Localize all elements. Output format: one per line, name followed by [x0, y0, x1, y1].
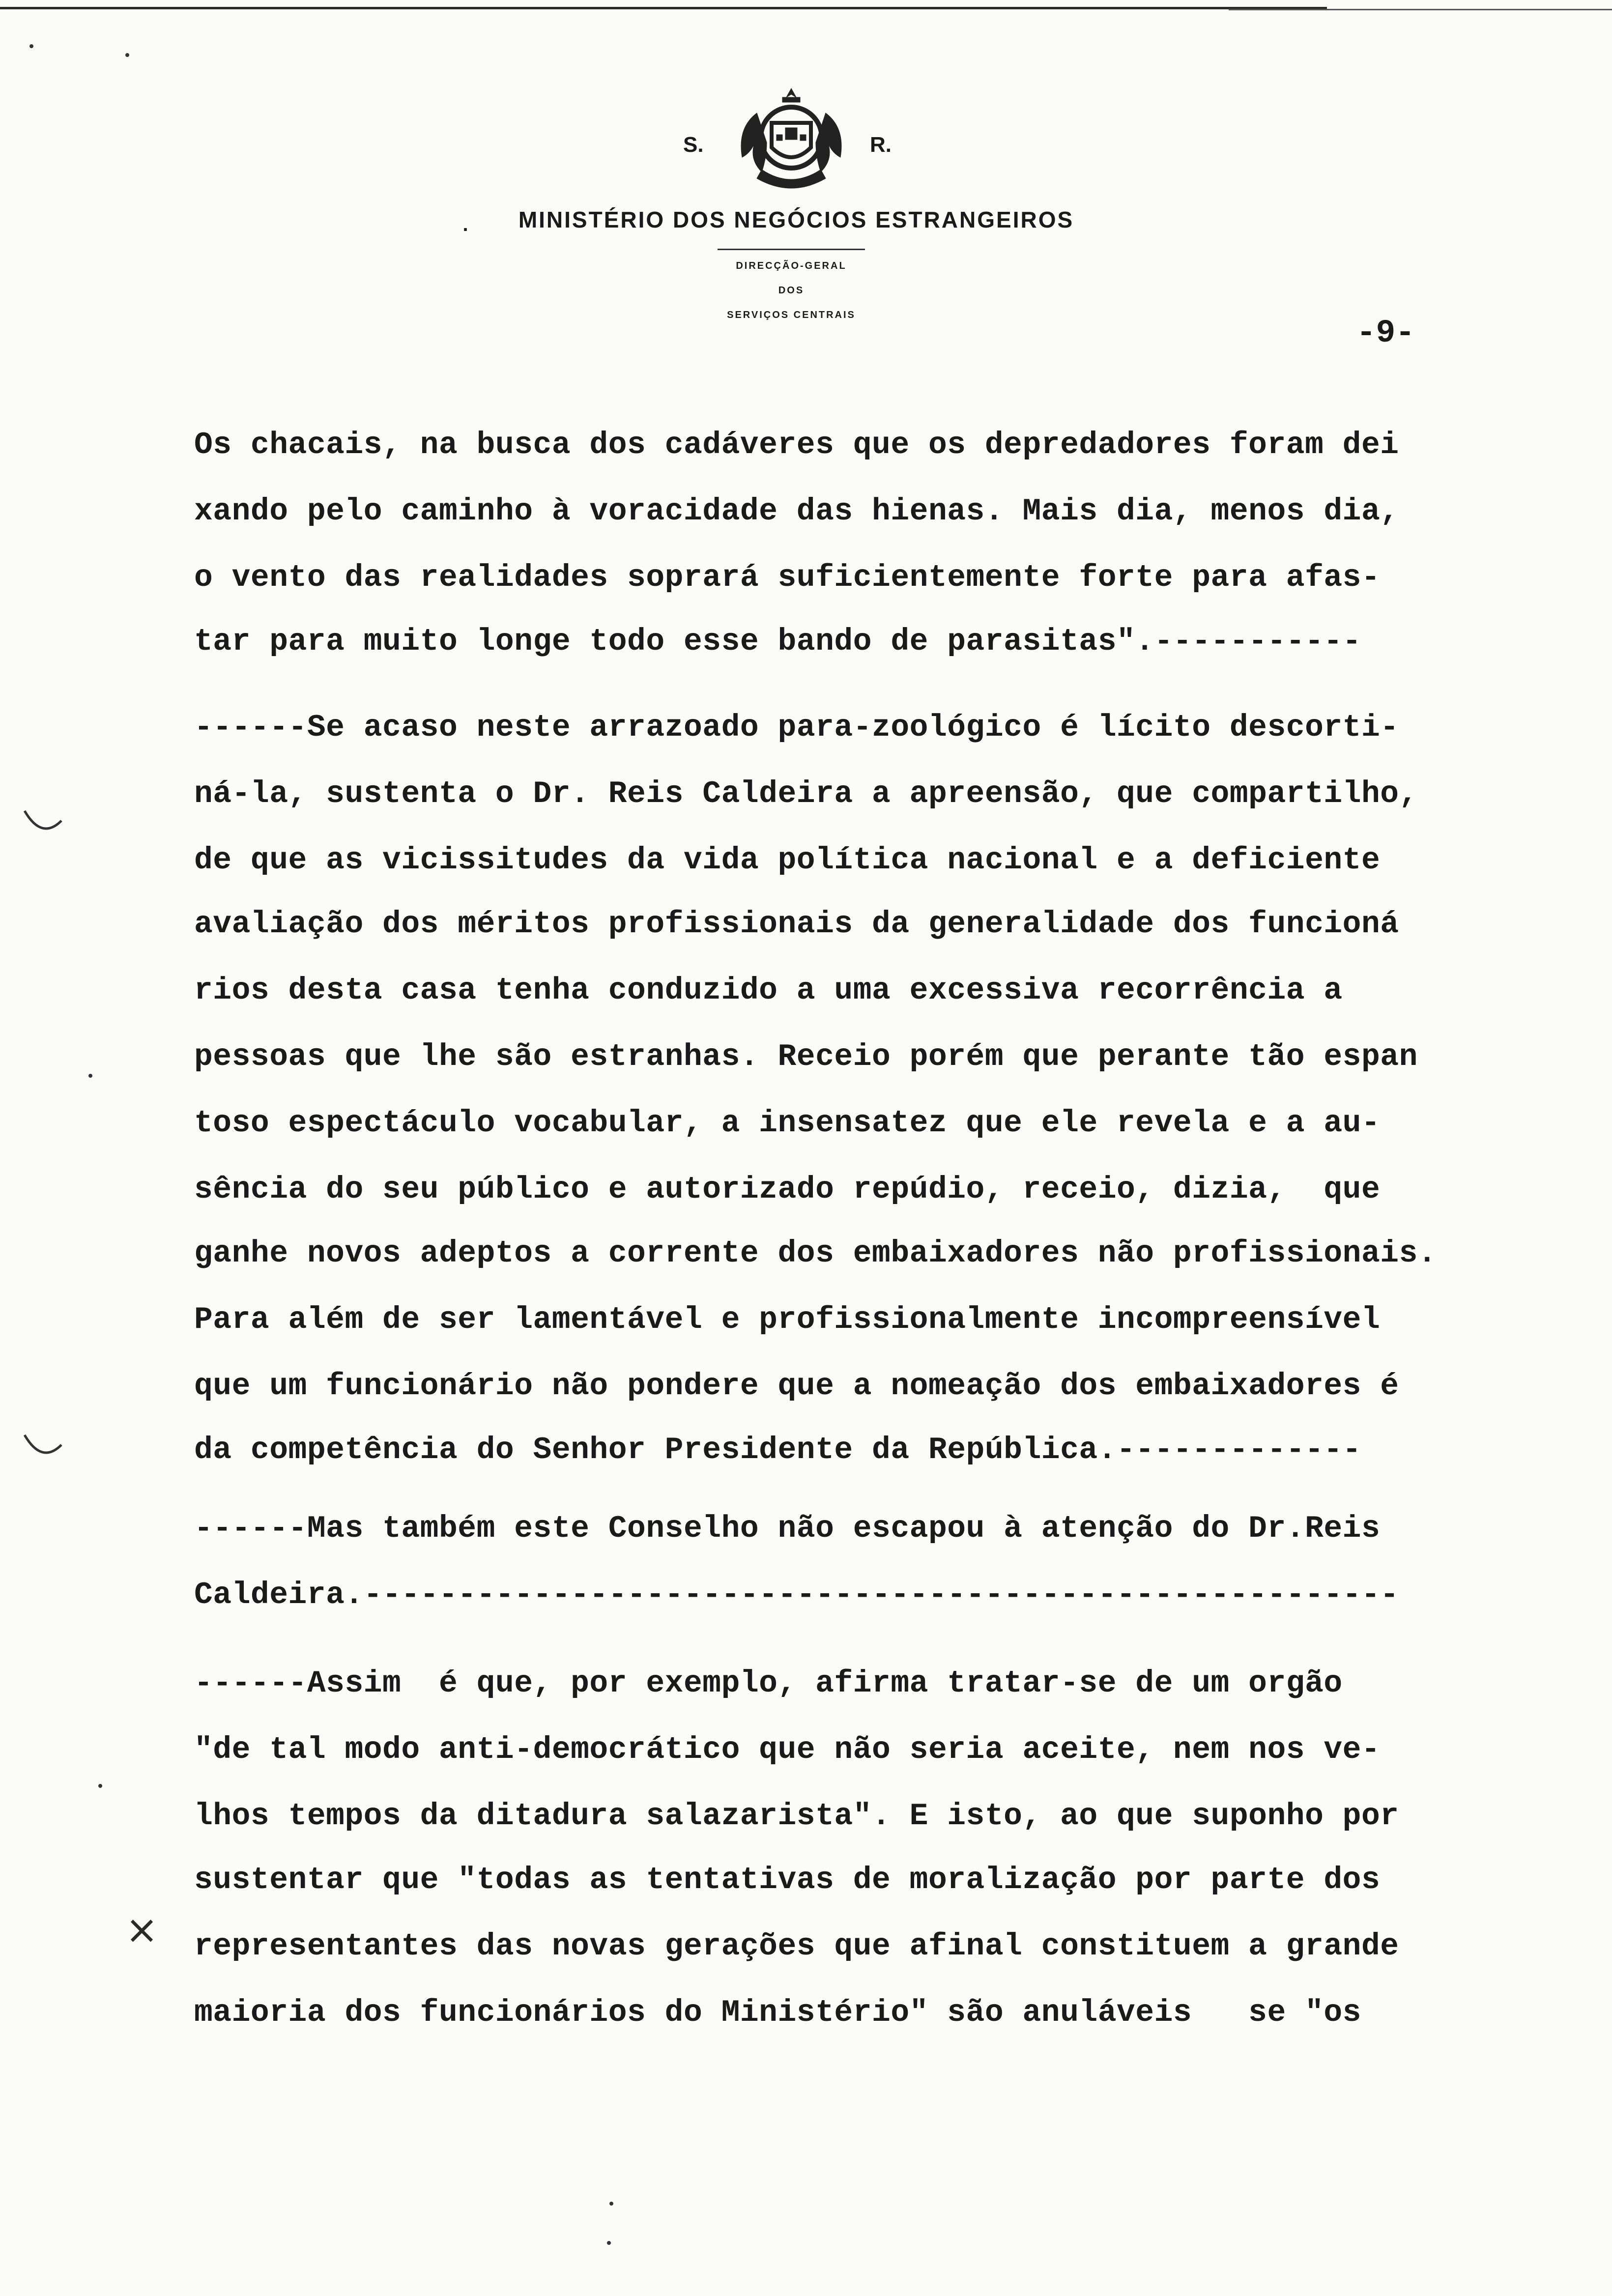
margin-check-mark-icon: [20, 806, 64, 845]
body-line: ------Mas também este Conselho não escapou à atenção do Dr.Reis: [194, 1511, 1381, 1546]
body-line: que um funcionário não pondere que a nomeação dos embaixadores é: [194, 1369, 1399, 1404]
body-line: de que as vicissitudes da vida política nacional e a deficiente: [194, 843, 1381, 878]
paper-speck: [98, 1784, 102, 1788]
department-line-1: DIRECÇÃO-GERAL: [736, 260, 847, 271]
ministry-underline: [718, 249, 865, 250]
body-line: representantes das novas gerações que afinal constituem a grande: [194, 1929, 1399, 1964]
body-line: maioria dos funcionários do Ministério" são anuláveis se "os: [194, 1995, 1361, 2030]
body-line: ------Se acaso neste arrazoado para-zoológico é lícito descorti-: [194, 710, 1399, 745]
body-line: sência do seu público e autorizado repúdio, receio, dizia, que: [194, 1172, 1381, 1207]
body-line: "de tal modo anti-democrático que não seria aceite, nem nos ve-: [194, 1732, 1381, 1767]
paper-speck: [88, 1074, 92, 1078]
body-line: xando pelo caminho à voracidade das hienas. Mais dia, menos dia,: [194, 494, 1399, 529]
ministry-leading-dot: .: [460, 215, 472, 237]
paper-speck: [125, 53, 129, 57]
letterhead-emblem-row: [654, 84, 919, 201]
body-line: tar para muito longe todo esse bando de parasitas".-----------: [194, 624, 1361, 659]
paper-speck: [609, 2202, 613, 2206]
body-line: Caldeira.-------------------------------------------------------: [194, 1578, 1399, 1612]
body-line: ná-la, sustenta o Dr. Reis Caldeira a apreensão, que compartilho,: [194, 776, 1418, 811]
margin-check-mark-icon: [20, 1430, 64, 1469]
body-line: lhos tempos da ditadura salazarista". E isto, ao que suponho por: [194, 1799, 1399, 1834]
body-line: pessoas que lhe são estranhas. Receio porém que perante tão espan: [194, 1039, 1418, 1074]
ministry-name: MINISTÉRIO DOS NEGÓCIOS ESTRANGEIROS: [518, 207, 1074, 232]
body-line: o vento das realidades soprará suficientemente forte para afas-: [194, 560, 1381, 595]
letterhead-right-letter: R.: [870, 133, 892, 157]
page-number: -9-: [1356, 315, 1415, 351]
top-edge-rule-secondary: [1229, 9, 1612, 10]
department-line-3: SERVIÇOS CENTRAIS: [727, 310, 856, 320]
paper-speck: [607, 2241, 611, 2245]
body-line: ------Assim é que, por exemplo, afirma tratar-se de um orgão: [194, 1666, 1343, 1701]
margin-cross-mark-icon: ×: [125, 1907, 159, 1952]
coat-of-arms-icon: [727, 84, 855, 197]
body-line: Para além de ser lamentável e profissionalmente incompreensível: [194, 1302, 1381, 1337]
body-line: toso espectáculo vocabular, a insensatez que ele revela e a au-: [194, 1106, 1381, 1141]
body-line: Os chacais, na busca dos cadáveres que os depredadores foram dei: [194, 428, 1399, 462]
department-line-2: DOS: [778, 285, 805, 296]
body-line: rios desta casa tenha conduzido a uma excessiva recorrência a: [194, 973, 1343, 1008]
body-line: avaliação dos méritos profissionais da generalidade dos funcioná: [194, 907, 1399, 942]
paper-speck: [29, 44, 33, 48]
top-edge-rule: [0, 7, 1327, 9]
body-line: ganhe novos adeptos a corrente dos embaixadores não profissionais.: [194, 1236, 1437, 1271]
letterhead-left-letter: S.: [683, 133, 704, 157]
body-line: da competência do Senhor Presidente da República.-------------: [194, 1433, 1361, 1467]
body-line: sustentar que "todas as tentativas de moralização por parte dos: [194, 1863, 1381, 1897]
